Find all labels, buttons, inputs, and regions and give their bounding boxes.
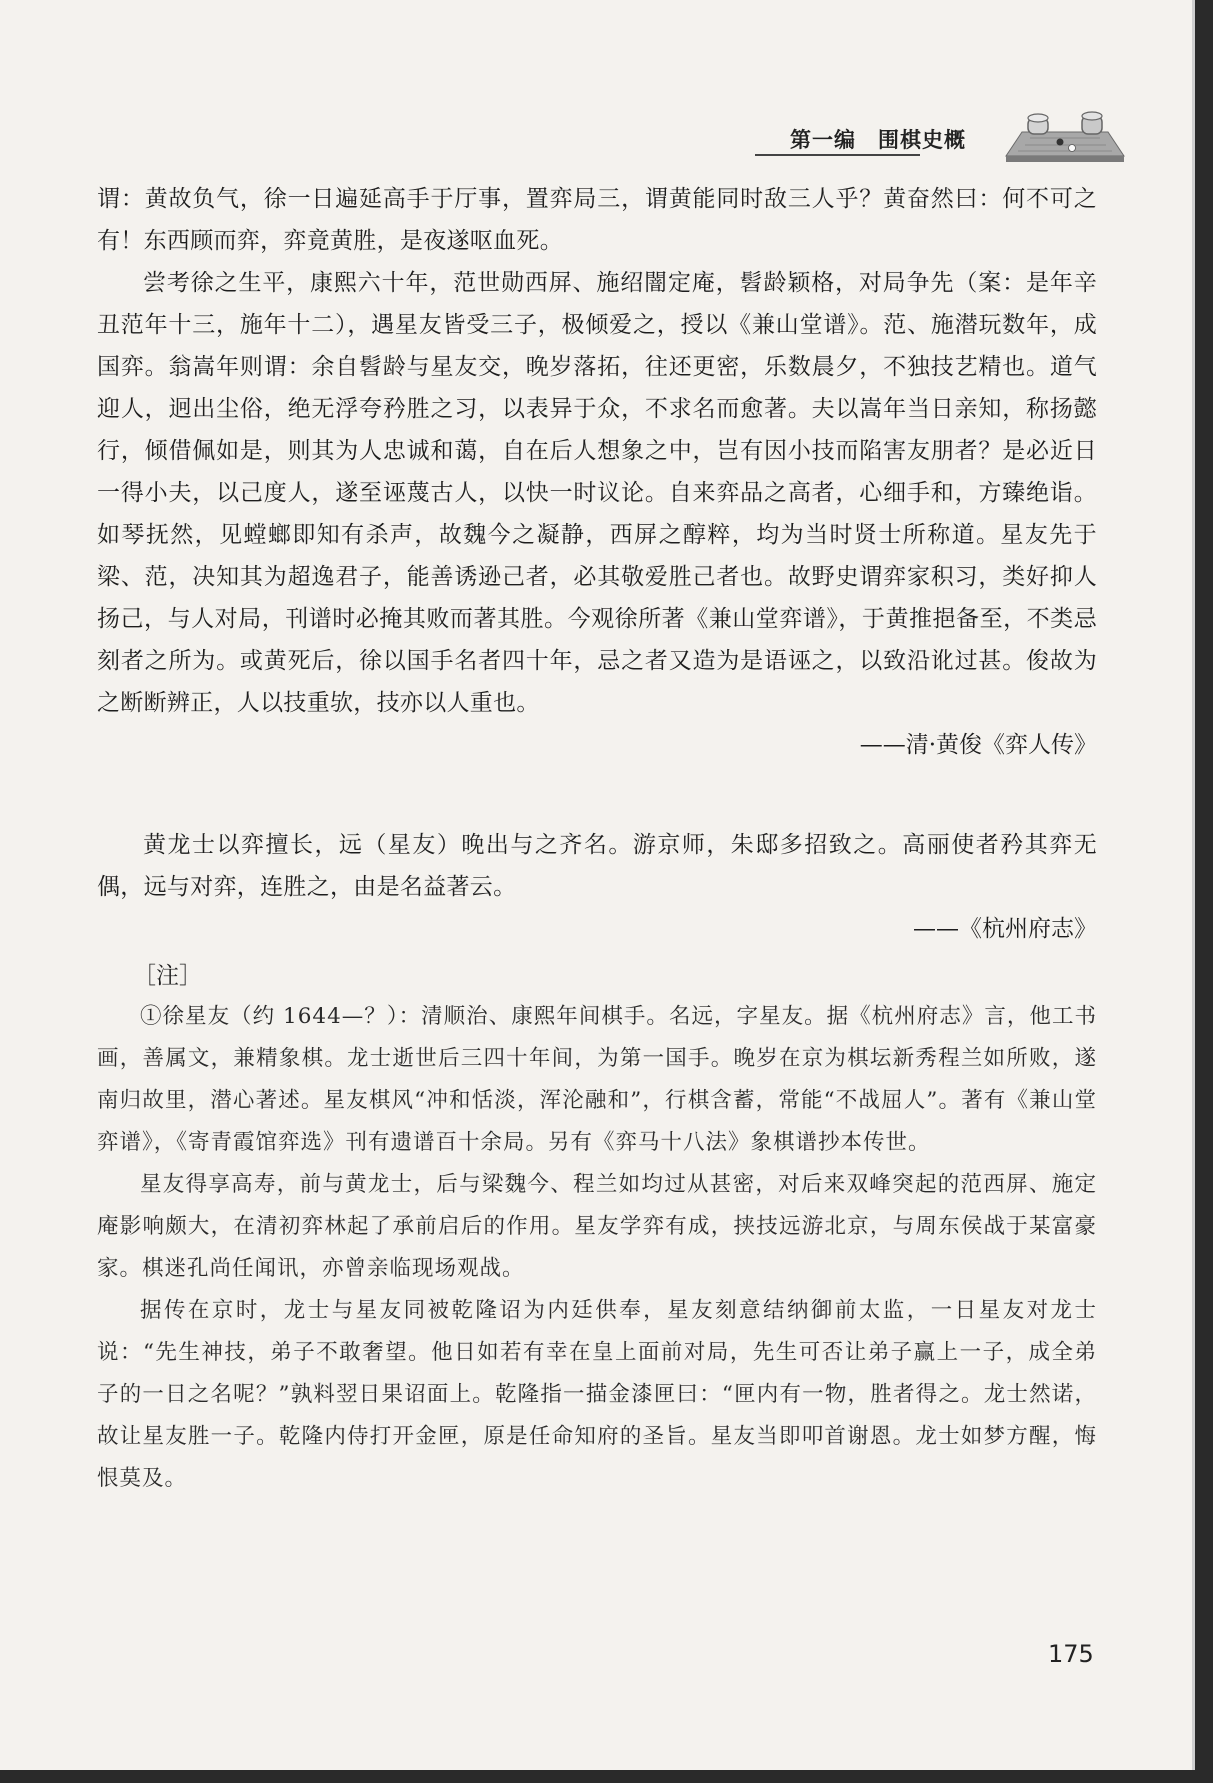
section-gap xyxy=(97,766,1097,824)
running-header xyxy=(790,118,1130,158)
go-board-emblem-icon xyxy=(1000,106,1130,164)
header-rule xyxy=(755,154,920,156)
body-paragraph: 黄龙士以弈擅长，远（星友）晚出与之齐名。游京师，朱邸多招致之。高丽使者矜其弈无偶，远与对弈，连胜之，由是名益著云。 xyxy=(97,832,1097,900)
note-paragraph: ①徐星友（约 1644—？）：清顺治、康熙年间棋手。名远，字星友。据《杭州府志》言，他工书画，善属文，兼精象棋。龙士逝世后三四十年间，为第一国手。晚岁在京为棋坛新秀程兰如所败，遂南归故里，潜心著述。星友棋风“冲和恬淡，浑沦融和”，行棋含蓄，常能“不战屈人”。著有《兼山堂弈谱》，《寄青霞馆弈选》刊有遗谱百十余局。另有《弈马十八法》象棋谱抄本传世。 xyxy=(97,1004,1097,1155)
body-paragraph: 尝考徐之生平，康熙六十年，范世勋西屏、施绍闇定庵，髫龄颖格，对局争先（案：是年辛丑范年十三，施年十二），遇星友皆受三子，极倾爱之，授以《兼山堂谱》。范、施潜玩数年，成国弈。翁嵩年则谓：余自髫龄与星友交，晚岁落拓，往还更密，乐数晨夕，不独技艺精也。道气迎人，迥出尘俗，绝无浮夸矜胜之习，以表异于众，不求名而愈著。夫以嵩年当日亲知，称扬懿行，倾借佩如是，则其为人忠诚和蔼，自在后人想象之中，岂有因小技而陷害友朋者？是必近日一得小夫，以己度人，遂至诬蔑古人，以快一时议论。自来弈品之高者，心细手和，方臻绝诣。如琴抚然，见螳螂即知有杀声，故魏今之凝静，西屏之醇粹，均为当时贤士所称道。星友先于梁、范，决知其为超逸君子，能善诱逊己者，必其敬爱胜己者也。故野史谓弈家积习，类好抑人扬己，与人对局，刊谱时必掩其败而著其胜。今观徐所著《兼山堂弈谱》，于黄推挹备至，不类忌刻者之所为。或黄死后，徐以国手名者四十年，忌之者又造为是语诬之，以致沿讹过甚。俊故为之断断辨正，人以技重欤，技亦以人重也。 xyxy=(97,270,1097,716)
page-number: 175 xyxy=(1048,1640,1094,1668)
notes-heading: ［注］ xyxy=(133,963,202,989)
header-title: 第一编 围棋史概 xyxy=(790,128,966,152)
page-body xyxy=(97,178,1097,1500)
source-citation: ——清·黄俊《弈人传》 xyxy=(859,732,1097,758)
source-citation: ——《杭州府志》 xyxy=(913,916,1097,942)
note-paragraph: 据传在京时，龙士与星友同被乾隆诏为内廷供奉，星友刻意结纳御前太监，一日星友对龙士说：“先生神技，弟子不敢奢望。他日如若有幸在皇上面前对局，先生可否让弟子赢上一子，成全弟子的一日之名呢？”孰料翌日果诏面上。乾隆指一描金漆匣曰：“匣内有一物，胜者得之。龙士然诺，故让星友胜一子。乾隆内侍打开金匣，原是任命知府的圣旨。星友当即叩首谢恩。龙士如梦方醒，悔恨莫及。 xyxy=(97,1298,1097,1491)
body-paragraph: 谓：黄故负气，徐一日遍延高手于厅事，置弈局三，谓黄能同时敌三人乎？黄奋然曰：何不可之有！东西顾而弈，弈竟黄胜，是夜遂呕血死。 xyxy=(97,186,1097,254)
note-paragraph: 星友得享高寿，前与黄龙士，后与梁魏今、程兰如均过从甚密，对后来双峰突起的范西屏、施定庵影响颇大，在清初弈林起了承前启后的作用。星友学弈有成，挟技远游北京，与周东侯战于某富豪家。棋迷孔尚任闻讯，亦曾亲临现场观战。 xyxy=(97,1172,1097,1281)
